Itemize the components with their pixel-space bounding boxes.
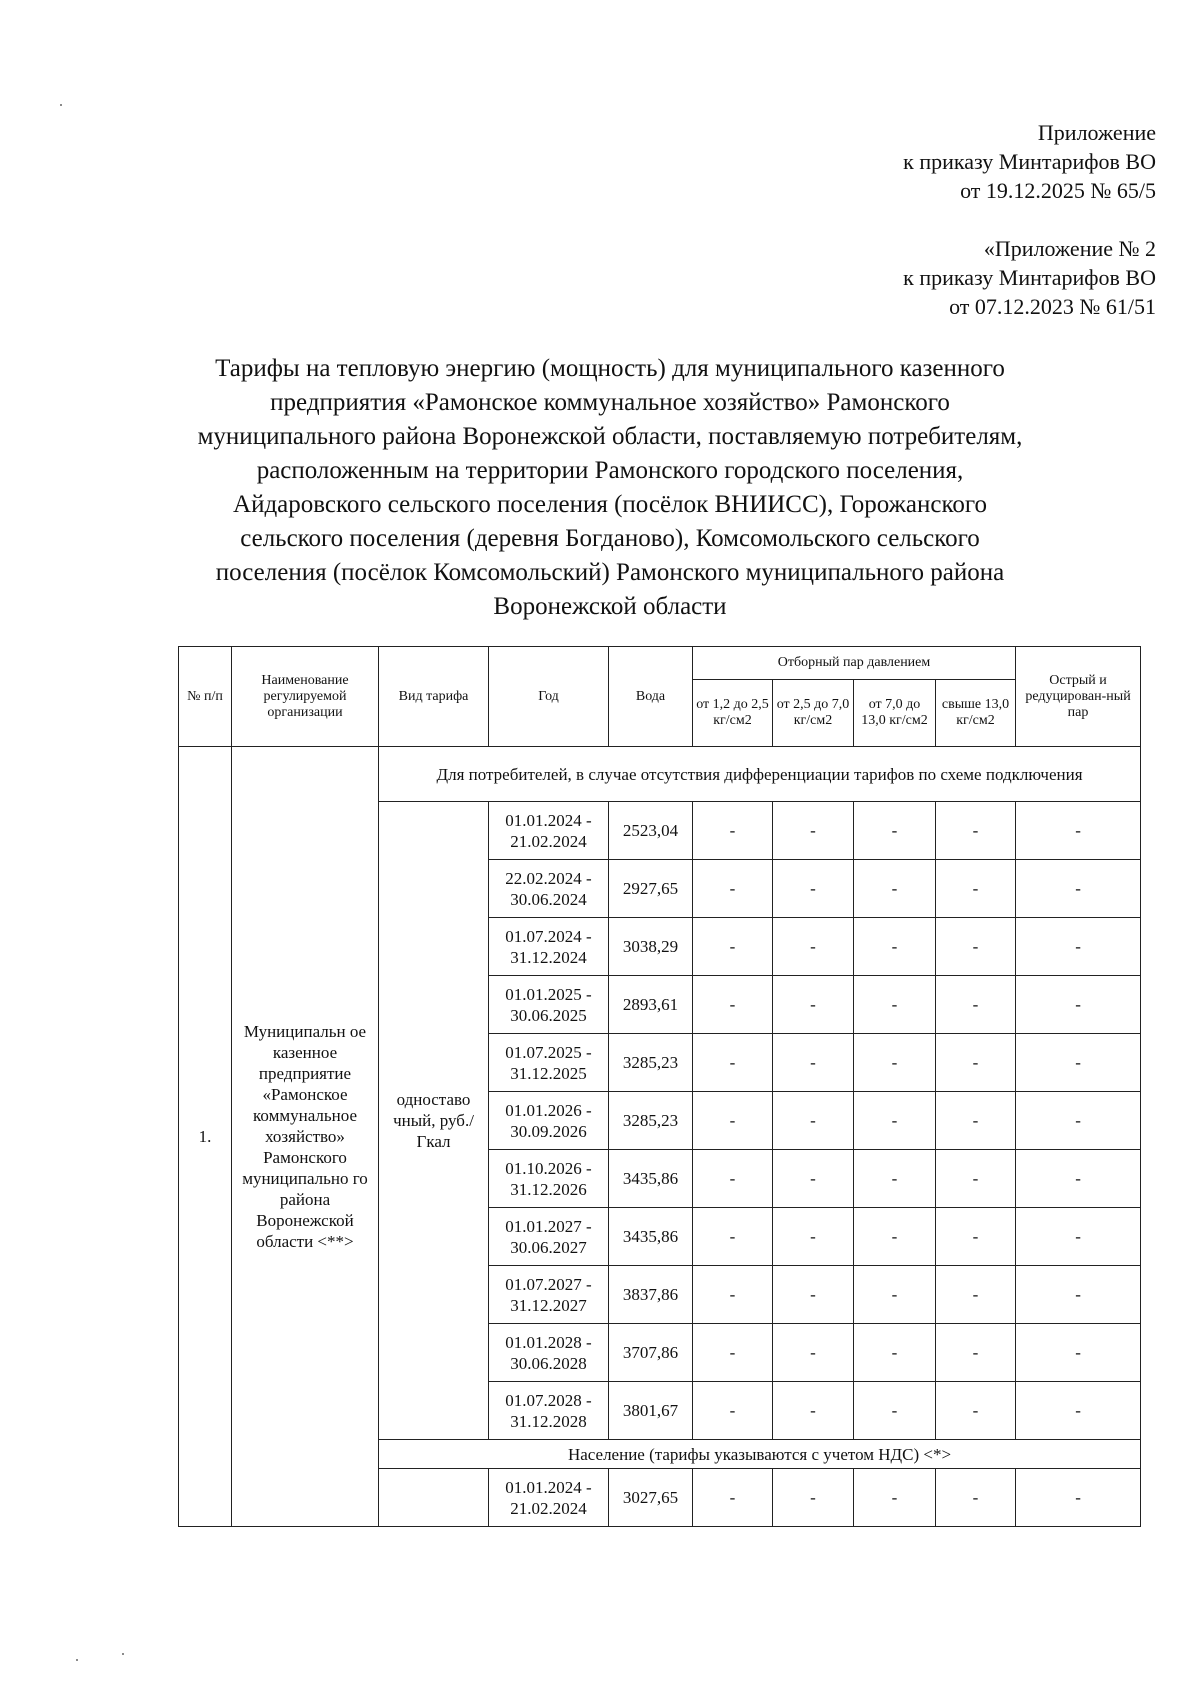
dash-cell: -: [854, 1150, 936, 1208]
dash-cell: -: [693, 1034, 773, 1092]
water-value: 3285,23: [609, 1034, 693, 1092]
water-value: 3801,67: [609, 1382, 693, 1440]
period-cell: 22.02.2024 - 30.06.2024: [489, 860, 609, 918]
header-water: Вода: [609, 647, 693, 747]
water-value: 2893,61: [609, 976, 693, 1034]
dash-cell: -: [773, 1092, 854, 1150]
dash-cell: -: [936, 802, 1016, 860]
dash-cell: -: [773, 1208, 854, 1266]
row-number: 1.: [179, 747, 232, 1527]
dash-cell: -: [854, 802, 936, 860]
scan-speck: [122, 1653, 124, 1655]
dash-cell: -: [773, 1382, 854, 1440]
header-org: Наименование регулируемой организации: [232, 647, 379, 747]
dash-cell: -: [693, 976, 773, 1034]
header-steam-4: свыше 13,0 кг/см2: [936, 680, 1016, 747]
dash-cell: -: [854, 1092, 936, 1150]
header-line: Приложение: [1037, 120, 1156, 145]
tariff-table: [178, 646, 1141, 1527]
dash-cell: -: [854, 1208, 936, 1266]
dash-cell: -: [854, 1034, 936, 1092]
dash-cell: -: [773, 802, 854, 860]
header-steam-3: от 7,0 до 13,0 кг/см2: [854, 680, 936, 747]
document-title: [150, 352, 1070, 624]
water-value: 3285,23: [609, 1092, 693, 1150]
header-steam-group: Отборный пар давлением: [693, 647, 1016, 680]
dash-cell: -: [1016, 1092, 1141, 1150]
water-value: 2927,65: [609, 860, 693, 918]
dash-cell: -: [693, 1150, 773, 1208]
header-num: № п/п: [179, 647, 232, 747]
period-cell: 01.01.2027 - 30.06.2027: [489, 1208, 609, 1266]
dash-cell: -: [936, 1324, 1016, 1382]
dash-cell: -: [773, 1150, 854, 1208]
dash-cell: -: [693, 1382, 773, 1440]
dash-cell: -: [854, 1382, 936, 1440]
period-cell: 01.10.2026 - 31.12.2026: [489, 1150, 609, 1208]
dash-cell: -: [773, 1469, 854, 1527]
dash-cell: -: [1016, 1324, 1141, 1382]
header-annex: [903, 234, 1156, 321]
header-steam-2: от 2,5 до 7,0 кг/см2: [773, 680, 854, 747]
dash-cell: -: [1016, 918, 1141, 976]
water-value: 3707,86: [609, 1324, 693, 1382]
title-line: муниципального района Воронежской области, поставляемую потребителям,: [197, 423, 1023, 450]
period-cell: 01.01.2024 - 21.02.2024: [489, 802, 609, 860]
dash-cell: -: [936, 976, 1016, 1034]
water-value: 3027,65: [609, 1469, 693, 1527]
dash-cell: -: [1016, 860, 1141, 918]
header-line: от 07.12.2023 № 61/51: [949, 294, 1156, 319]
title-line: Айдаровского сельского поселения (посёлок ВНИИСС), Горожанского: [233, 491, 987, 518]
dash-cell: -: [854, 1266, 936, 1324]
dash-cell: -: [936, 1266, 1016, 1324]
dash-cell: -: [1016, 1034, 1141, 1092]
period-cell: 01.01.2026 - 30.09.2026: [489, 1092, 609, 1150]
water-value: 2523,04: [609, 802, 693, 860]
dash-cell: -: [936, 1092, 1016, 1150]
period-cell: 01.07.2028 - 31.12.2028: [489, 1382, 609, 1440]
dash-cell: -: [936, 918, 1016, 976]
dash-cell: -: [773, 860, 854, 918]
dash-cell: -: [693, 860, 773, 918]
header-sharp-steam: Острый и редуцирован-ный пар: [1016, 647, 1141, 747]
dash-cell: -: [773, 976, 854, 1034]
title-line: сельского поселения (деревня Богданово), Комсомольского сельского: [240, 525, 980, 552]
dash-cell: -: [693, 1092, 773, 1150]
scan-speck: [60, 104, 62, 106]
scan-speck: [76, 1659, 78, 1661]
dash-cell: -: [693, 1208, 773, 1266]
dash-cell: -: [773, 1266, 854, 1324]
dash-cell: -: [773, 1034, 854, 1092]
dash-cell: -: [854, 1469, 936, 1527]
dash-cell: -: [1016, 1208, 1141, 1266]
dash-cell: -: [854, 976, 936, 1034]
dash-cell: -: [854, 860, 936, 918]
dash-cell: -: [854, 918, 936, 976]
dash-cell: -: [936, 860, 1016, 918]
header-steam-1: от 1,2 до 2,5 кг/см2: [693, 680, 773, 747]
dash-cell: -: [936, 1469, 1016, 1527]
header-year: Год: [489, 647, 609, 747]
header-line: к приказу Минтарифов ВО: [903, 149, 1156, 174]
dash-cell: -: [693, 1266, 773, 1324]
period-cell: 01.07.2024 - 31.12.2024: [489, 918, 609, 976]
period-cell: 01.01.2028 - 30.06.2028: [489, 1324, 609, 1382]
dash-cell: -: [936, 1150, 1016, 1208]
dash-cell: -: [693, 1324, 773, 1382]
water-value: 3435,86: [609, 1208, 693, 1266]
title-line: поселения (посёлок Комсомольский) Рамонского муниципального района: [215, 559, 1005, 586]
title-line: Воронежской области: [493, 593, 727, 620]
dash-cell: -: [936, 1208, 1016, 1266]
header-line: от 19.12.2025 № 65/5: [960, 178, 1156, 203]
header-tariff-type: Вид тарифа: [379, 647, 489, 747]
dash-cell: -: [1016, 1469, 1141, 1527]
title-line: расположенным на территории Рамонского городского поселения,: [256, 457, 964, 484]
dash-cell: -: [693, 802, 773, 860]
period-cell: 01.01.2025 - 30.06.2025: [489, 976, 609, 1034]
title-line: предприятия «Рамонское коммунальное хозяйство» Рамонского: [270, 389, 950, 416]
water-value: 3435,86: [609, 1150, 693, 1208]
dash-cell: -: [773, 918, 854, 976]
section-label: Для потребителей, в случае отсутствия дифференциации тарифов по схеме подключения: [379, 747, 1141, 802]
header-line: к приказу Минтарифов ВО: [903, 265, 1156, 290]
header-approval: [903, 118, 1156, 205]
org-name: Муниципальн ое казенное предприятие «Рамонское коммунальное хозяйство» Рамонского муниципально го района Воронежской области <**>: [232, 747, 379, 1527]
tariff-type-empty: [379, 1469, 489, 1527]
water-value: 3837,86: [609, 1266, 693, 1324]
dash-cell: -: [693, 918, 773, 976]
dash-cell: -: [1016, 1266, 1141, 1324]
tariff-type: одноставо чный, руб./Гкал: [379, 802, 489, 1440]
dash-cell: -: [773, 1324, 854, 1382]
period-cell: 01.07.2025 - 31.12.2025: [489, 1034, 609, 1092]
dash-cell: -: [1016, 976, 1141, 1034]
dash-cell: -: [854, 1324, 936, 1382]
dash-cell: -: [936, 1034, 1016, 1092]
header-line: «Приложение № 2: [983, 236, 1156, 261]
dash-cell: -: [1016, 1150, 1141, 1208]
title-line: Тарифы на тепловую энергию (мощность) для муниципального казенного: [215, 355, 1005, 382]
period-cell: 01.01.2024 - 21.02.2024: [489, 1469, 609, 1527]
water-value: 3038,29: [609, 918, 693, 976]
section-label: Население (тарифы указываются с учетом НДС) <*>: [379, 1440, 1141, 1469]
period-cell: 01.07.2027 - 31.12.2027: [489, 1266, 609, 1324]
dash-cell: -: [1016, 1382, 1141, 1440]
dash-cell: -: [936, 1382, 1016, 1440]
dash-cell: -: [693, 1469, 773, 1527]
dash-cell: -: [1016, 802, 1141, 860]
